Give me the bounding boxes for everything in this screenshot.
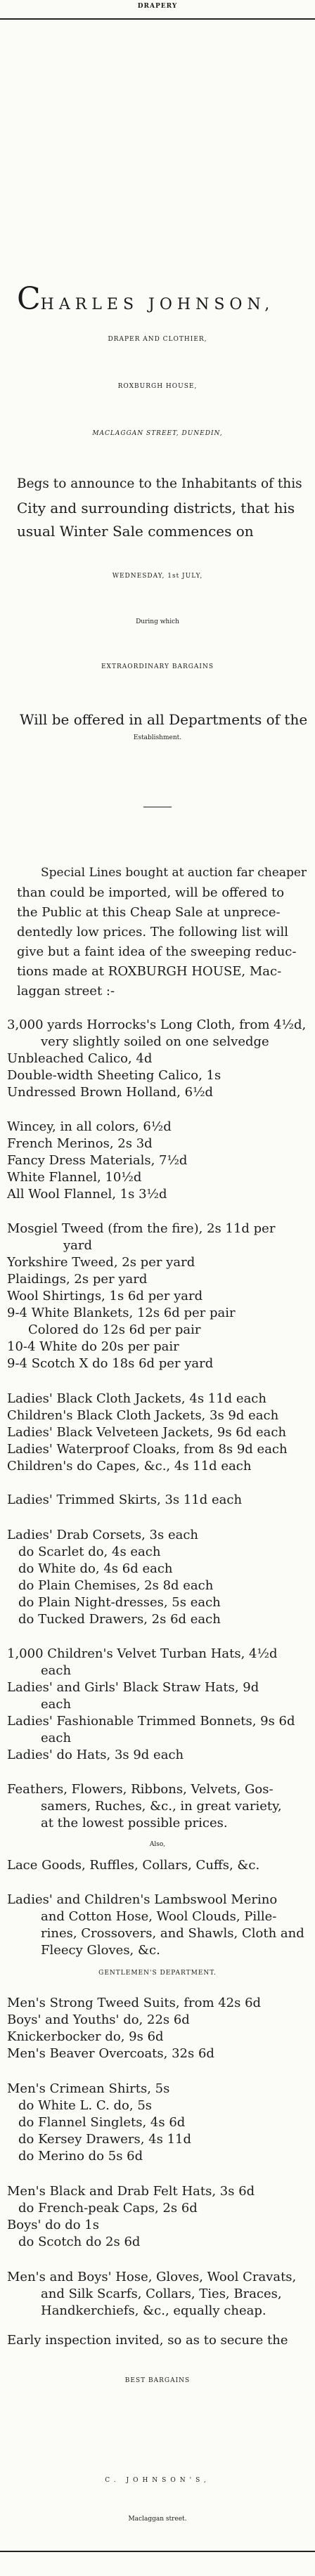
trade-line: DRAPER AND CLOTHIER, (108, 336, 207, 343)
goods-line: do Scarlet do, 4s each (18, 1544, 161, 1559)
goods-line: Knickerbocker do, 9s 6d (7, 2029, 164, 2044)
goods-line: do French-peak Caps, 2s 6d (18, 2201, 198, 2216)
offered-line: Will be offered in all Departments of the (20, 711, 308, 728)
goods-line: Yorkshire Tweed, 2s per yard (7, 1255, 195, 1270)
goods-line: 3,000 yards Horrocks's Long Cloth, from 4½d, (7, 1017, 307, 1032)
goods-line: do Plain Chemises, 2s 8d each (18, 1578, 214, 1593)
goods-line: Undressed Brown Holland, 6½d (7, 1085, 214, 1100)
name-initial: C (17, 281, 41, 317)
section-header: DRAPERY (137, 3, 178, 10)
goods-line: Men's Black and Drab Felt Hats, 3s 6d (7, 2184, 255, 2199)
best-bargains-heading: BEST BARGAINS (124, 2377, 191, 2384)
goods-line: do Merino do 5s 6d (18, 2149, 143, 2164)
goods-line: Colored do 12s 6d per pair (28, 1322, 201, 1337)
goods-line: 9-4 White Blankets, 12s 6d per pair (7, 1306, 236, 1320)
signature-name: C. JOHNSON'S, (105, 2477, 210, 2484)
goods-line: Ladies' Fashionable Trimmed Bonnets, 9s 6d (7, 1714, 295, 1729)
goods-line: Fleecy Gloves, &c. (41, 1943, 160, 1958)
offered-line: Establishment. (133, 734, 182, 741)
goods-line: All Wool Flannel, 1s 3½d (7, 1187, 167, 1202)
goods-line: do Plain Night-dresses, 5s each (18, 1595, 221, 1610)
goods-line: Children's do Capes, &c., 4s 11d each (7, 1459, 252, 1474)
goods-line: Men's and Boys' Hose, Gloves, Wool Cravats, (7, 2270, 297, 2284)
goods-line: Mosgiel Tweed (from the fire), 2s 11d per (7, 1221, 276, 1236)
intro-line: usual Winter Sale commences on (17, 523, 254, 540)
goods-line: Men's Beaver Overcoats, 32s 6d (7, 2046, 214, 2061)
goods-line: Also, (149, 1841, 166, 1848)
address-line: MACLAGGAN STREET, DUNEDIN, (92, 430, 223, 437)
goods-line: 1,000 Children's Velvet Turban Hats, 4½d (7, 1646, 278, 1661)
goods-line: Wool Shirtings, 1s 6d per yard (7, 1289, 203, 1303)
special-line: dentedly low prices. The following list will (17, 925, 289, 939)
special-line: give but a faint idea of the sweeping reduc- (17, 944, 297, 959)
footer-rule (0, 2551, 315, 2552)
goods-line: yard (63, 1238, 93, 1253)
goods-line: Feathers, Flowers, Ribbons, Velvets, Gos- (7, 1782, 274, 1797)
name-rest: HARLES JOHNSON, (40, 296, 275, 313)
goods-line: Men's Crimean Shirts, 5s (7, 2081, 170, 2096)
goods-line: do Flannel Singlets, 4s 6d (18, 2115, 186, 2130)
goods-line: Fancy Dress Materials, 7½d (7, 1153, 188, 1168)
goods-line: Ladies' Drab Corsets, 3s each (7, 1528, 199, 1542)
goods-line: 9-4 Scotch X do 18s 6d per yard (7, 1356, 214, 1371)
goods-line: do White do, 4s 6d each (18, 1561, 173, 1576)
special-line: tions made at ROXBURGH HOUSE, Mac- (17, 964, 282, 979)
goods-line: samers, Ruches, &c., in great variety, (41, 1799, 282, 1814)
goods-line: do Tucked Drawers, 2s 6d each (18, 1612, 221, 1627)
goods-line: each (41, 1697, 72, 1712)
goods-line: each (41, 1731, 72, 1745)
goods-line: Plaidings, 2s per yard (7, 1272, 148, 1287)
goods-line: and Silk Scarfs, Collars, Ties, Braces, (41, 2286, 282, 2301)
goods-line: Children's Black Cloth Jackets, 3s 9d each (7, 1408, 279, 1423)
house-line: ROXBURGH HOUSE, (117, 383, 198, 390)
closing-invite: Early inspection invited, so as to secure the (7, 2333, 288, 2348)
goods-line: do White L. C. do, 5s (18, 2098, 153, 2113)
header-rule (0, 18, 315, 20)
goods-line: do Scotch do 2s 6d (18, 2235, 141, 2249)
signature-street: Maclaggan street. (128, 2516, 187, 2523)
goods-line: Ladies' and Girls' Black Straw Hats, 9d (7, 1680, 259, 1695)
goods-line: Handkerchiefs, &c., equally cheap. (41, 2303, 266, 2318)
goods-line: at the lowest possible prices. (41, 1816, 228, 1830)
goods-line: Boys' and Youths' do, 22s 6d (7, 2012, 190, 2027)
goods-line: Unbleached Calico, 4d (7, 1051, 153, 1066)
goods-line: Ladies' Trimmed Skirts, 3s 11d each (7, 1492, 243, 1507)
intro-line: Begs to announce to the Inhabitants of this (17, 476, 302, 491)
goods-line: French Merinos, 2s 3d (7, 1136, 153, 1151)
goods-line: rines, Crossovers, and Shawls, Cloth and (41, 1926, 304, 1941)
goods-line: Ladies' Black Velveteen Jackets, 9s 6d each (7, 1425, 287, 1440)
goods-line: Double-width Sheeting Calico, 1s (7, 1068, 221, 1083)
during-line: During which (136, 618, 179, 625)
sale-date: WEDNESDAY, 1st JULY, (112, 573, 203, 580)
intro-line: City and surrounding districts, that his (17, 500, 295, 516)
special-line: laggan street :- (17, 984, 115, 998)
goods-line: Boys' do do 1s (7, 2218, 99, 2232)
goods-line: do Kersey Drawers, 4s 11d (18, 2132, 192, 2147)
goods-line: very slightly soiled on one selvedge (41, 1034, 269, 1049)
goods-line: Wincey, in all colors, 6½d (7, 1119, 172, 1134)
special-line: Special Lines bought at auction far cheaper (41, 866, 307, 880)
goods-line: Ladies' do Hats, 3s 9d each (7, 1748, 184, 1762)
goods-line: Ladies' Waterproof Cloaks, from 8s 9d each (7, 1442, 288, 1457)
gentlemen-heading: GENTLEMEN'S DEPARTMENT. (98, 1970, 217, 1977)
advertiser-name (17, 281, 274, 317)
special-line: than could be imported, will be offered to (17, 885, 285, 900)
goods-line: White Flannel, 10½d (7, 1170, 142, 1185)
special-line: the Public at this Cheap Sale at unprece- (17, 905, 281, 920)
goods-line: Ladies' Black Cloth Jackets, 4s 11d each (7, 1391, 266, 1406)
goods-line: and Cotton Hose, Wool Clouds, Pille- (41, 1909, 277, 1924)
bargains-heading: EXTRAORDINARY BARGAINS (101, 663, 214, 670)
goods-line: 10-4 White do 20s per pair (7, 1339, 179, 1354)
goods-line: each (41, 1663, 72, 1678)
goods-line: Ladies' and Children's Lambswool Merino (7, 1892, 278, 1907)
goods-line: Lace Goods, Ruffles, Collars, Cuffs, &c. (7, 1858, 260, 1873)
goods-line: Men's Strong Tweed Suits, from 42s 6d (7, 1996, 262, 2010)
